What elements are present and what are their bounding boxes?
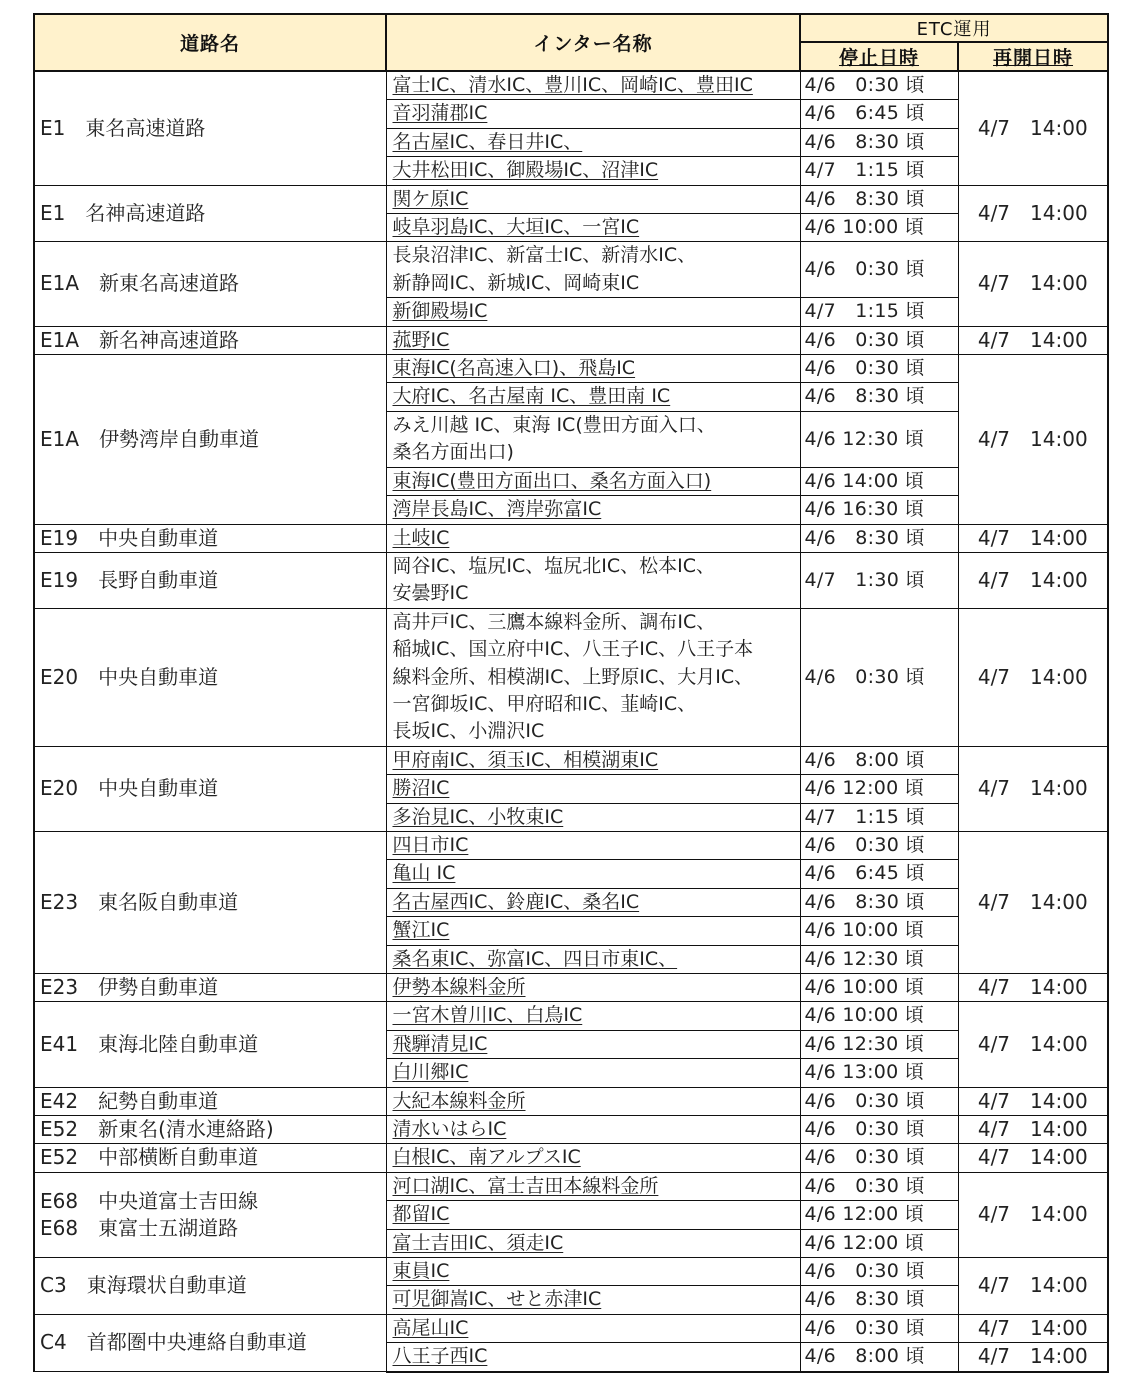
stop-datetime-cell: 4/7 1:15 頃 (800, 298, 958, 326)
table-row (34, 71, 1108, 100)
table-row (34, 1116, 1108, 1144)
interchange-cell: 土岐IC (386, 524, 800, 552)
stop-datetime-cell: 4/6 0:30 頃 (800, 242, 958, 298)
interchange-cell: 蟹江IC (386, 917, 800, 945)
interchange-cell: 大府IC、名古屋南 IC、豊田南 IC (386, 383, 800, 411)
road-name-cell (34, 552, 386, 608)
stop-datetime-cell: 4/6 6:45 頃 (800, 100, 958, 128)
stop-datetime-cell: 4/6 0:30 頃 (800, 326, 958, 354)
stop-datetime-cell: 4/7 1:30 頃 (800, 552, 958, 608)
road-name: E42 紀勢自動車道 (40, 1088, 219, 1113)
table-row (34, 1087, 1108, 1115)
resume-datetime-cell: 4/7 14:00 (958, 552, 1108, 608)
road-name-cell (34, 1087, 386, 1115)
interchange-cell: 白根IC、南アルプスIC (386, 1144, 800, 1172)
road-name: E1 名神高速道路 (40, 200, 206, 225)
interchange-cell: 可児御嵩IC、せと赤津IC (386, 1286, 800, 1314)
interchange-cell: 新御殿場IC (386, 298, 800, 326)
table-row (34, 831, 1108, 859)
road-name-cell (34, 831, 386, 973)
table-row (34, 355, 1108, 383)
road-name: E20 中央自動車道 (40, 776, 219, 801)
stop-datetime-cell: 4/6 0:30 頃 (800, 608, 958, 746)
resume-datetime-cell: 4/7 14:00 (958, 524, 1108, 552)
stop-datetime-cell: 4/6 12:30 頃 (800, 1030, 958, 1058)
header-etc-operation: ETC運用 (800, 14, 1108, 42)
road-name-cell (34, 185, 386, 242)
table-row (34, 746, 1108, 774)
stop-datetime-cell: 4/6 10:00 頃 (800, 214, 958, 242)
stop-datetime-cell: 4/6 8:30 頃 (800, 128, 958, 156)
road-name-cell (34, 1258, 386, 1315)
stop-datetime-cell: 4/6 6:45 頃 (800, 860, 958, 888)
stop-datetime-cell: 4/6 0:30 頃 (800, 71, 958, 100)
table-row (34, 1002, 1108, 1030)
header-road-name: 道路名 (34, 14, 386, 71)
road-name: E1 東名高速道路 (40, 115, 206, 140)
stop-datetime-cell: 4/6 0:30 頃 (800, 1314, 958, 1342)
resume-datetime-cell: 4/7 14:00 (958, 1002, 1108, 1087)
table-row (34, 608, 1108, 746)
resume-datetime-cell: 4/7 14:00 (958, 1172, 1108, 1257)
road-name-cell (34, 355, 386, 524)
table-row (34, 524, 1108, 552)
road-name: C4 首都圏中央連絡自動車道 (40, 1330, 307, 1355)
stop-datetime-cell: 4/6 12:00 頃 (800, 1201, 958, 1229)
interchange-cell: 都留IC (386, 1201, 800, 1229)
resume-datetime-cell: 4/7 14:00 (958, 1144, 1108, 1172)
interchange-cell: 岡谷IC、塩尻IC、塩尻北IC、松本IC、 安曇野IC (386, 552, 800, 608)
interchange-cell: 長泉沼津IC、新富士IC、新清水IC、 新静岡IC、新城IC、岡崎東IC (386, 242, 800, 298)
interchange-cell: 清水いはらIC (386, 1116, 800, 1144)
interchange-cell: 大井松田IC、御殿場IC、沼津IC (386, 157, 800, 185)
interchange-cell: 菰野IC (386, 326, 800, 354)
stop-datetime-cell: 4/6 14:00 頃 (800, 467, 958, 495)
header-resume-datetime: 再開日時 (958, 42, 1108, 71)
interchange-cell: 八王子西IC (386, 1343, 800, 1372)
stop-datetime-cell: 4/6 10:00 頃 (800, 917, 958, 945)
interchange-cell: 伊勢本線料金所 (386, 974, 800, 1002)
interchange-cell: 東員IC (386, 1258, 800, 1286)
table-body (34, 71, 1108, 1372)
road-name: E68 東富士五湖道路 (40, 1215, 239, 1240)
interchange-cell: 白川郷IC (386, 1059, 800, 1087)
road-name-cell (34, 1144, 386, 1172)
stop-datetime-cell: 4/6 8:30 頃 (800, 1286, 958, 1314)
stop-datetime-cell: 4/6 12:00 頃 (800, 1229, 958, 1257)
resume-datetime-cell: 4/7 14:00 (958, 185, 1108, 242)
resume-datetime-cell: 4/7 14:00 (958, 1258, 1108, 1315)
interchange-cell: 湾岸長島IC、湾岸弥富IC (386, 496, 800, 524)
interchange-cell: みえ川越 IC、東海 IC(豊田方面入口、 桑名方面出口) (386, 411, 800, 467)
road-name: E19 長野自動車道 (40, 567, 219, 592)
resume-datetime-cell: 4/7 14:00 (958, 355, 1108, 524)
road-name: E52 新東名(清水連絡路) (40, 1117, 274, 1142)
resume-datetime-cell: 4/7 14:00 (958, 831, 1108, 973)
road-name-cell (34, 1116, 386, 1144)
table-row (34, 1172, 1108, 1200)
stop-datetime-cell: 4/6 12:30 頃 (800, 411, 958, 467)
interchange-cell: 河口湖IC、富士吉田本線料金所 (386, 1172, 800, 1200)
stop-datetime-cell: 4/6 0:30 頃 (800, 1087, 958, 1115)
road-name-cell (34, 71, 386, 185)
road-name: E52 中部横断自動車道 (40, 1145, 259, 1170)
interchange-cell: 関ケ原IC (386, 185, 800, 213)
header-interchange-name: インター名称 (386, 14, 800, 71)
road-name: E20 中央自動車道 (40, 664, 219, 689)
interchange-cell: 亀山 IC (386, 860, 800, 888)
resume-datetime-cell: 4/7 14:00 (958, 608, 1108, 746)
interchange-cell: 名古屋西IC、鈴鹿IC、桑名IC (386, 888, 800, 916)
stop-datetime-cell: 4/6 10:00 頃 (800, 974, 958, 1002)
stop-datetime-cell: 4/6 8:30 頃 (800, 524, 958, 552)
road-name-cell (34, 1002, 386, 1087)
resume-datetime-cell: 4/7 14:00 (958, 1343, 1108, 1372)
interchange-cell: 甲府南IC、須玉IC、相模湖東IC (386, 746, 800, 774)
table-row (34, 552, 1108, 608)
road-name-cell (34, 242, 386, 326)
road-name-cell (34, 1314, 386, 1371)
interchange-cell: 岐阜羽島IC、大垣IC、一宮IC (386, 214, 800, 242)
stop-datetime-cell: 4/6 8:30 頃 (800, 185, 958, 213)
resume-datetime-cell: 4/7 14:00 (958, 1116, 1108, 1144)
road-name: E41 東海北陸自動車道 (40, 1031, 259, 1056)
road-name: E23 伊勢自動車道 (40, 975, 219, 999)
table-row (34, 974, 1108, 1002)
stop-datetime-cell: 4/6 0:30 頃 (800, 355, 958, 383)
stop-datetime-cell: 4/6 8:00 頃 (800, 746, 958, 774)
road-name: E68 中央道富士吉田線 (40, 1188, 259, 1213)
interchange-cell: 音羽蒲郡IC (386, 100, 800, 128)
stop-datetime-cell: 4/6 0:30 頃 (800, 1144, 958, 1172)
road-name-cell (34, 524, 386, 552)
stop-datetime-cell: 4/6 10:00 頃 (800, 1002, 958, 1030)
road-name: E1A 新東名高速道路 (40, 271, 240, 296)
interchange-cell: 高尾山IC (386, 1314, 800, 1342)
table-row (34, 1314, 1108, 1342)
stop-datetime-cell: 4/6 0:30 頃 (800, 1116, 958, 1144)
etc-schedule-table (33, 13, 1109, 1373)
stop-datetime-cell: 4/7 1:15 頃 (800, 803, 958, 831)
resume-datetime-cell: 4/7 14:00 (958, 1087, 1108, 1115)
table-row (34, 1144, 1108, 1172)
stop-datetime-cell: 4/6 8:30 頃 (800, 888, 958, 916)
resume-datetime-cell: 4/7 14:00 (958, 1314, 1108, 1342)
road-name: E1A 伊勢湾岸自動車道 (40, 426, 260, 451)
resume-datetime-cell: 4/7 14:00 (958, 974, 1108, 1002)
header-stop-datetime: 停止日時 (800, 42, 958, 71)
road-name-cell (34, 746, 386, 831)
interchange-cell: 飛騨清見IC (386, 1030, 800, 1058)
table-row (34, 242, 1108, 298)
stop-datetime-cell: 4/7 1:15 頃 (800, 157, 958, 185)
resume-datetime-cell: 4/7 14:00 (958, 71, 1108, 185)
stop-datetime-cell: 4/6 16:30 頃 (800, 496, 958, 524)
resume-datetime-cell: 4/7 14:00 (958, 746, 1108, 831)
interchange-cell: 東海IC(名高速入口)、飛島IC (386, 355, 800, 383)
resume-datetime-cell: 4/7 14:00 (958, 242, 1108, 326)
interchange-cell: 多治見IC、小牧東IC (386, 803, 800, 831)
table-row (34, 1258, 1108, 1286)
stop-datetime-cell: 4/6 0:30 頃 (800, 1258, 958, 1286)
road-name: E19 中央自動車道 (40, 525, 219, 550)
road-name: C3 東海環状自動車道 (40, 1273, 247, 1298)
interchange-cell: 高井戸IC、三鷹本線料金所、調布IC、 稲城IC、国立府中IC、八王子IC、八王子本 線料金所、相模湖IC、上野原IC、大月IC、 一宮御坂IC、甲府昭和IC、韮崎IC、 長坂IC、小淵沢IC (386, 608, 800, 746)
road-name-cell (34, 974, 386, 1002)
road-name: E23 東名阪自動車道 (40, 889, 239, 914)
interchange-cell: 東海IC(豊田方面出口、桑名方面入口) (386, 467, 800, 495)
stop-datetime-cell: 4/6 12:00 頃 (800, 775, 958, 803)
table-header (34, 14, 1108, 71)
stop-datetime-cell: 4/6 0:30 頃 (800, 831, 958, 859)
stop-datetime-cell: 4/6 0:30 頃 (800, 1172, 958, 1200)
interchange-cell: 桑名東IC、弥富IC、四日市東IC、 (386, 945, 800, 973)
table-row (34, 326, 1108, 354)
interchange-cell: 勝沼IC (386, 775, 800, 803)
stop-datetime-cell: 4/6 8:30 頃 (800, 383, 958, 411)
table-row (34, 185, 1108, 213)
stop-datetime-cell: 4/6 12:30 頃 (800, 945, 958, 973)
interchange-cell: 富士IC、清水IC、豊川IC、岡崎IC、豊田IC (386, 71, 800, 100)
road-name-cell (34, 326, 386, 354)
stop-datetime-cell: 4/6 8:00 頃 (800, 1343, 958, 1372)
interchange-cell: 一宮木曽川IC、白鳥IC (386, 1002, 800, 1030)
road-name: E1A 新名神高速道路 (40, 327, 240, 352)
road-name-cell (34, 608, 386, 746)
interchange-cell: 四日市IC (386, 831, 800, 859)
road-name-cell (34, 1172, 386, 1257)
resume-datetime-cell: 4/7 14:00 (958, 326, 1108, 354)
interchange-cell: 名古屋IC、春日井IC、 (386, 128, 800, 156)
stop-datetime-cell: 4/6 13:00 頃 (800, 1059, 958, 1087)
interchange-cell: 富士吉田IC、須走IC (386, 1229, 800, 1257)
interchange-cell: 大紀本線料金所 (386, 1087, 800, 1115)
